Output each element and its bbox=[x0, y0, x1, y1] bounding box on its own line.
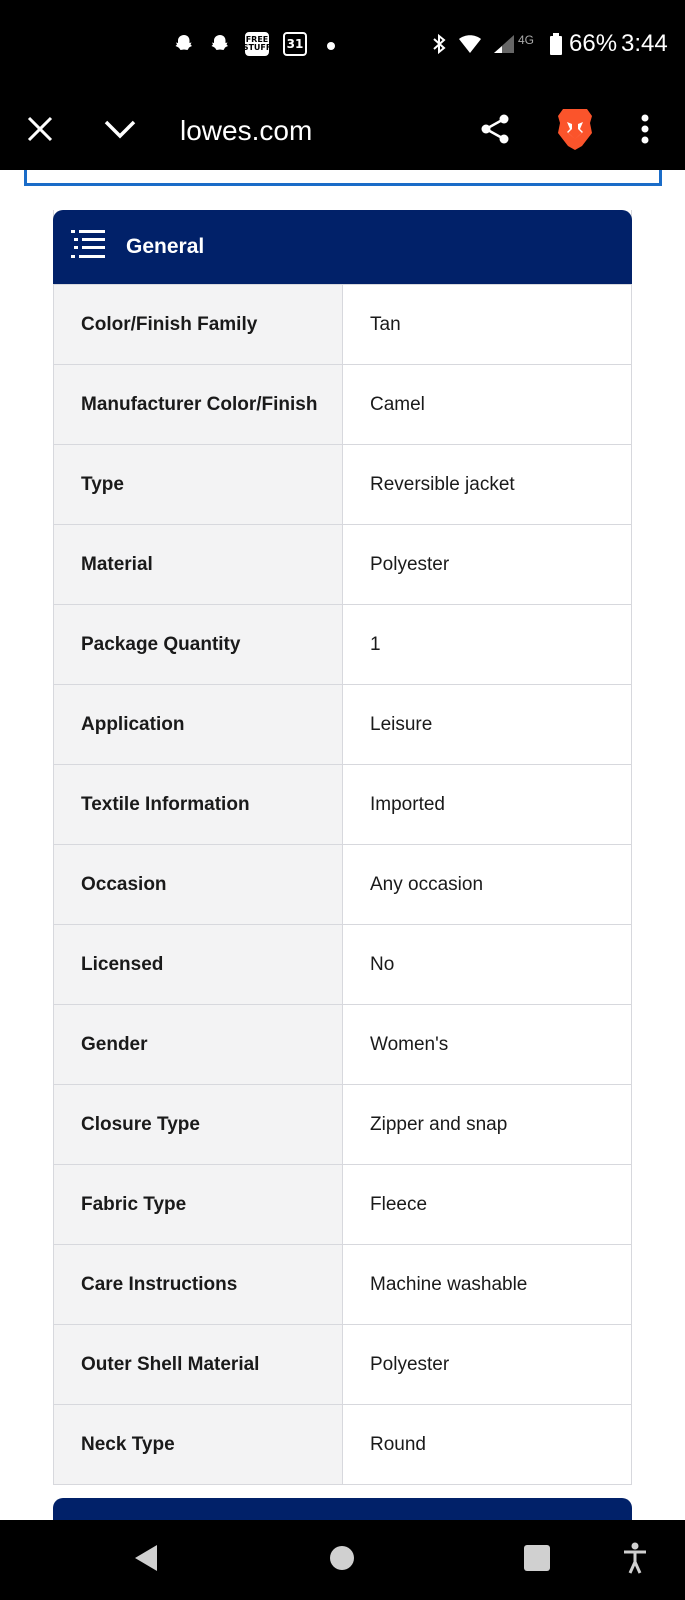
spec-label: Gender bbox=[54, 1005, 343, 1084]
accessibility-button[interactable] bbox=[615, 1540, 655, 1580]
back-icon bbox=[133, 1543, 159, 1577]
spec-value: Polyester bbox=[343, 1325, 631, 1404]
table-row bbox=[54, 764, 631, 844]
share-icon bbox=[479, 113, 511, 149]
list-icon bbox=[71, 228, 105, 266]
snapchat-icon bbox=[208, 32, 232, 56]
spec-value: Tan bbox=[343, 285, 631, 364]
table-row bbox=[54, 364, 631, 444]
spec-value: Imported bbox=[343, 765, 631, 844]
spec-label: Application bbox=[54, 685, 343, 764]
table-row bbox=[54, 524, 631, 604]
more-menu-button[interactable] bbox=[620, 106, 670, 156]
home-icon bbox=[329, 1545, 355, 1575]
battery-icon bbox=[548, 32, 564, 56]
battery-percent: 66% bbox=[569, 30, 618, 57]
spec-value: Round bbox=[343, 1405, 631, 1484]
spec-value: No bbox=[343, 925, 631, 1004]
table-row bbox=[54, 1404, 631, 1484]
bluetooth-icon bbox=[427, 32, 451, 56]
spec-label: Material bbox=[54, 525, 343, 604]
share-button[interactable] bbox=[470, 106, 520, 156]
more-vertical-icon bbox=[640, 114, 650, 148]
spec-value: Any occasion bbox=[343, 845, 631, 924]
recents-button[interactable] bbox=[517, 1540, 557, 1580]
recents-icon bbox=[524, 1545, 550, 1575]
table-row bbox=[54, 1004, 631, 1084]
table-row bbox=[54, 1324, 631, 1404]
spec-section-header[interactable] bbox=[53, 210, 632, 284]
spec-label: Textile Information bbox=[54, 765, 343, 844]
accessibility-icon bbox=[623, 1542, 647, 1578]
spec-section-title: General bbox=[126, 235, 205, 258]
spec-rows bbox=[54, 284, 631, 1484]
browser-toolbar bbox=[0, 92, 685, 170]
spec-label: Color/Finish Family bbox=[54, 285, 343, 364]
signal-icon bbox=[492, 32, 516, 56]
network-type: 4G bbox=[518, 33, 535, 47]
previous-section-card bbox=[24, 170, 662, 186]
table-row bbox=[54, 604, 631, 684]
spec-value: Leisure bbox=[343, 685, 631, 764]
table-row bbox=[54, 924, 631, 1004]
spec-value: Reversible jacket bbox=[343, 445, 631, 524]
close-icon bbox=[27, 116, 53, 146]
spec-label: Occasion bbox=[54, 845, 343, 924]
wifi-icon bbox=[458, 32, 482, 56]
brave-shields-button[interactable] bbox=[550, 106, 600, 156]
spec-value: Camel bbox=[343, 365, 631, 444]
table-row bbox=[54, 684, 631, 764]
brave-lion-icon bbox=[555, 107, 595, 155]
spec-value: Women's bbox=[343, 1005, 631, 1084]
home-button[interactable] bbox=[322, 1540, 362, 1580]
back-button[interactable] bbox=[126, 1540, 166, 1580]
collapse-button[interactable] bbox=[95, 106, 145, 156]
table-row bbox=[54, 844, 631, 924]
spec-value: 1 bbox=[343, 605, 631, 684]
spec-label: Type bbox=[54, 445, 343, 524]
spec-label: Manufacturer Color/Finish bbox=[54, 365, 343, 444]
spec-value: Machine washable bbox=[343, 1245, 631, 1324]
clock: 3:44 bbox=[621, 30, 668, 57]
url-display[interactable]: lowes.com bbox=[180, 115, 313, 146]
spec-label: Licensed bbox=[54, 925, 343, 1004]
close-tab-button[interactable] bbox=[15, 106, 65, 156]
notification-dot bbox=[327, 42, 335, 50]
spec-label: Closure Type bbox=[54, 1085, 343, 1164]
chevron-down-icon bbox=[104, 119, 136, 143]
spec-label: Care Instructions bbox=[54, 1245, 343, 1324]
spec-label: Package Quantity bbox=[54, 605, 343, 684]
spec-value: Polyester bbox=[343, 525, 631, 604]
next-section-header[interactable] bbox=[53, 1498, 632, 1520]
spec-value: Zipper and snap bbox=[343, 1085, 631, 1164]
table-row bbox=[54, 1164, 631, 1244]
spec-label: Fabric Type bbox=[54, 1165, 343, 1244]
calendar-icon: 31 bbox=[283, 32, 307, 56]
spec-value: Fleece bbox=[343, 1165, 631, 1244]
snapchat-icon bbox=[172, 32, 196, 56]
table-row bbox=[54, 1244, 631, 1324]
free-stuff-icon: FREE STUFF bbox=[245, 32, 269, 56]
web-page bbox=[0, 170, 685, 1520]
system-nav-bar bbox=[0, 1520, 685, 1600]
table-row bbox=[54, 1084, 631, 1164]
table-row bbox=[54, 284, 631, 364]
spec-label: Outer Shell Material bbox=[54, 1325, 343, 1404]
status-bar bbox=[0, 0, 685, 92]
spec-label: Neck Type bbox=[54, 1405, 343, 1484]
spec-table-general bbox=[53, 210, 632, 1485]
table-row bbox=[54, 444, 631, 524]
